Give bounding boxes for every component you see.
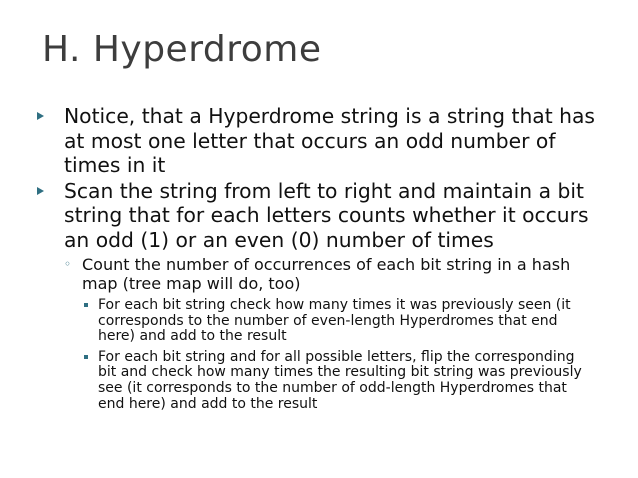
bullet-item bbox=[0, 104, 609, 178]
triangle-bullet-icon bbox=[37, 112, 44, 120]
sub-bullet-text: Count the number of occurrences of each bit string in a hash map (tree map will do, too) bbox=[82, 255, 571, 293]
slide-title: H. Hyperdrome bbox=[42, 29, 322, 70]
subsub-bullet-text: For each bit string check how many times it was previously seen (it corresponds to the number of even-length Hyperdromes that end here) and add to the result bbox=[98, 297, 571, 345]
slide-content bbox=[0, 104, 638, 412]
sub-bullet-item bbox=[0, 255, 602, 293]
bullet-item bbox=[0, 179, 609, 253]
bullet-text: Scan the string from left to right and maintain a bit string that for each letters counts whether it occurs an odd (1) or an even (0) number of times bbox=[64, 178, 589, 252]
triangle-bullet-icon bbox=[37, 187, 44, 195]
subsub-bullet-item bbox=[0, 298, 590, 345]
square-bullet-icon bbox=[84, 355, 88, 359]
square-bullet-icon bbox=[84, 303, 88, 307]
subsub-bullet-item bbox=[0, 350, 590, 412]
subsub-bullet-text: For each bit string and for all possible letters, flip the corresponding bit and check how many times the resulting bit string was previously see (it corresponds to the number of odd-length Hyperdromes that end here) and add to the result bbox=[98, 348, 582, 412]
bullet-text: Notice, that a Hyperdrome string is a string that has at most one letter that occurs an odd number of times in it bbox=[64, 104, 595, 177]
circle-bullet-icon: ◦ bbox=[64, 257, 72, 271]
